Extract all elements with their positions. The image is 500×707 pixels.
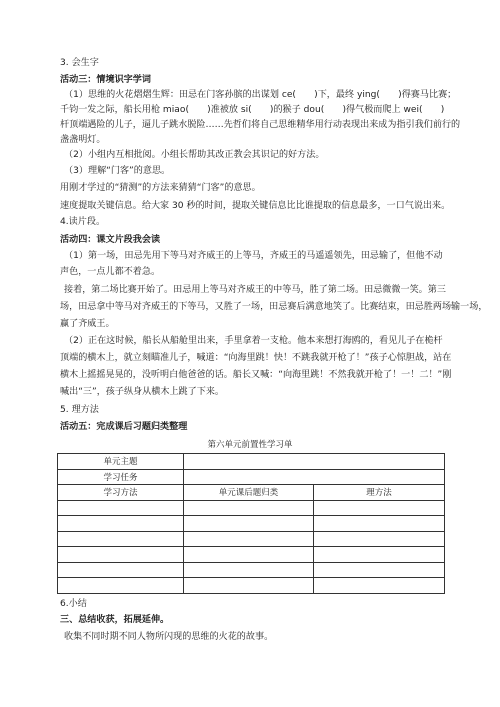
table-cell (184, 516, 314, 532)
table-row (58, 562, 445, 578)
table-cell (58, 500, 184, 516)
step-3-heading: 3. 会生字 (60, 58, 99, 68)
table-cell (314, 578, 445, 594)
table-cell (184, 500, 314, 516)
paragraph-line: 声色，一点儿都不着急。 (60, 267, 161, 277)
table-cell (314, 500, 445, 516)
table-caption: 第六单元前置性学习单 (207, 440, 293, 450)
table-row (58, 500, 445, 516)
learning-task-label: 学习任务 (58, 469, 184, 485)
column-header-reason: 理方法 (314, 485, 445, 501)
column-header-exercise: 单元课后题归类 (184, 485, 314, 501)
paragraph-line: 用刚才学过的“猜测”的方法来猜猜“门客”的意思。 (60, 183, 261, 193)
activity-3-heading: 活动三：情境识字学词 (60, 75, 151, 85)
table-cell (314, 531, 445, 547)
paragraph-line: 杆顶端遇险的儿子，逼儿子跳水脱险……先哲们将自己思维精华用行动表现出来成为指引我们前行的 (60, 120, 461, 130)
table-row (58, 531, 445, 547)
table-row (58, 578, 445, 594)
paragraph-line: 盏盏明灯。 (60, 135, 106, 145)
table-cell (314, 562, 445, 578)
step-5-heading: 5. 理方法 (60, 405, 99, 415)
step-4-heading: 4.读片段。 (60, 217, 106, 227)
table-row (58, 547, 445, 563)
table-cell (58, 578, 184, 594)
paragraph-line: 收集不同时期不同人物所闪现的思维的火花的故事。 (64, 632, 274, 642)
activity-5-heading: 活动五：完成课后习题归类整理 (60, 422, 188, 432)
paragraph-line: （3）理解“门客”的意思。 (64, 166, 171, 176)
table-cell (314, 516, 445, 532)
table-header-row (58, 485, 445, 501)
activity-4-heading: 活动四：课文片段我会读 (60, 235, 161, 245)
paragraph-line: （1）思维的火花熠熠生辉：田忌在门客孙膑的出谋划 ce( )下，最终 ying( )得赛马比赛； (64, 90, 457, 100)
paragraph-line: 接着，第二场比赛开始了。田忌用上等马对齐威王的中等马，胜了第二场。田忌微微一笑。第三 (64, 285, 446, 295)
table-cell (58, 531, 184, 547)
table-cell (58, 516, 184, 532)
paragraph-line: 横木上摇摇晃晃的，没听明白他爸爸的话。船长又喊：“向海里跳！不然我就开枪了！一！二！”刚 (60, 370, 452, 380)
table-cell (184, 547, 314, 563)
paragraph-line: （2）正在这时候，船长从船舱里出来，手里拿着一支枪。他本来想打海鸥的，看见儿子在桅杆 (64, 336, 443, 346)
paragraph-line: 顶端的横木上，就立刻瞄准儿子，喊道：“向海里跳！快！不跳我就开枪了！”孩子心惊胆战，站在 (60, 353, 452, 363)
unit-theme-cell (184, 454, 445, 470)
table-row (58, 454, 445, 470)
paragraph-line: 场，田忌拿中等马对齐威王的下等马，又胜了一场，田忌赛后满意地笑了。比赛结束，田忌胜两场输一场， (60, 302, 488, 312)
study-sheet-table (57, 453, 445, 594)
section-3-heading: 三、总结收获，拓展延伸。 (60, 615, 170, 625)
table-row (58, 516, 445, 532)
table-cell (184, 578, 314, 594)
column-header-method: 学习方法 (58, 485, 184, 501)
paragraph-line: 千钧一发之际，船长用枪 miao( )准被放 si( )的猴子 dou( )得气极而爬上 wei( ) (60, 105, 445, 115)
table-cell (184, 531, 314, 547)
table-cell (58, 547, 184, 563)
paragraph-line: 赢了齐威王。 (60, 319, 115, 329)
learning-task-cell (184, 469, 445, 485)
paragraph-line: 喊出“三”，孩子纵身从横木上跳了下来。 (60, 387, 225, 397)
paragraph-line: （1）第一场，田忌先用下等马对齐威王的上等马，齐威王的马遥遥领先，田忌输了，但他不动 (64, 251, 443, 261)
table-row (58, 469, 445, 485)
table-cell (58, 562, 184, 578)
unit-theme-label: 单元主题 (58, 454, 184, 470)
table-cell (314, 547, 445, 563)
paragraph-line: 速度提取关键信息。给大家 30 秒的时间，提取关键信息比比谁提取的信息最多，一口气说出来。 (60, 201, 451, 211)
step-6-heading: 6.小结 (60, 599, 87, 609)
table-cell (184, 562, 314, 578)
paragraph-line: （2）小组内互相批阅。小组长帮助其改正教会其识记的好方法。 (64, 150, 325, 160)
